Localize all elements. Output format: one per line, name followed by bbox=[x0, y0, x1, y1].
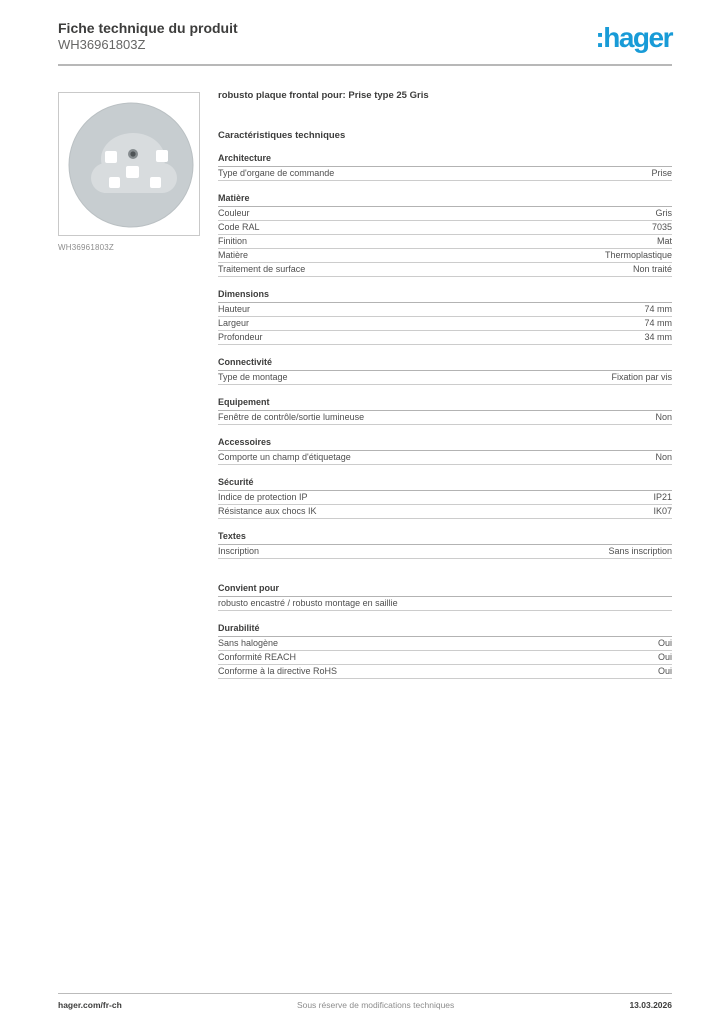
spec-row bbox=[218, 491, 672, 505]
spec-row bbox=[218, 451, 672, 465]
spec-value: IP21 bbox=[653, 492, 672, 502]
product-description: robusto plaque frontal pour: Prise type 25 Gris bbox=[218, 90, 429, 101]
spec-label: Sans halogène bbox=[218, 638, 279, 648]
spec-label: Hauteur bbox=[218, 304, 251, 314]
page-title: Fiche technique du produit bbox=[58, 20, 238, 36]
spec-label: Conformité REACH bbox=[218, 652, 297, 662]
spec-row bbox=[218, 317, 672, 331]
spec-label: Traitement de surface bbox=[218, 264, 306, 274]
spec-value: Thermoplastique bbox=[604, 250, 672, 260]
spec-value: Non bbox=[655, 412, 672, 422]
spec-row bbox=[218, 303, 672, 317]
spec-value: Oui bbox=[657, 638, 672, 648]
spec-section bbox=[218, 289, 672, 345]
spec-section bbox=[218, 583, 672, 611]
spec-label: Type de montage bbox=[218, 372, 288, 382]
extra-spec-sections bbox=[218, 583, 672, 679]
spec-row bbox=[218, 545, 672, 559]
spec-value: 74 mm bbox=[644, 304, 672, 314]
spec-label: Code RAL bbox=[218, 222, 260, 232]
section-title: Sécurité bbox=[218, 477, 672, 491]
spec-label: Fenêtre de contrôle/sortie lumineuse bbox=[218, 412, 365, 422]
spec-row bbox=[218, 637, 672, 651]
spec-value: Oui bbox=[657, 652, 672, 662]
product-code: WH36961803Z bbox=[58, 37, 146, 52]
section-title: Accessoires bbox=[218, 437, 672, 451]
specs-column bbox=[218, 88, 672, 679]
page-footer bbox=[58, 993, 672, 1010]
spec-value: Mat bbox=[656, 236, 672, 246]
spec-row bbox=[218, 371, 672, 385]
spec-section bbox=[218, 623, 672, 679]
spec-value: 34 mm bbox=[644, 332, 672, 342]
section-title: Matière bbox=[218, 193, 672, 207]
spec-label: Matière bbox=[218, 250, 249, 260]
spec-label: Type d'organe de commande bbox=[218, 168, 335, 178]
spec-label: Largeur bbox=[218, 318, 250, 328]
spec-section bbox=[218, 437, 672, 465]
spec-row bbox=[218, 221, 672, 235]
spec-label: Résistance aux chocs IK bbox=[218, 506, 317, 516]
page-header bbox=[58, 0, 672, 66]
spec-label: Indice de protection IP bbox=[218, 492, 308, 502]
footer-website: hager.com/fr-ch bbox=[58, 1000, 122, 1010]
section-title: Architecture bbox=[218, 153, 672, 167]
section-title: Dimensions bbox=[218, 289, 672, 303]
spec-row bbox=[218, 249, 672, 263]
spec-row bbox=[218, 411, 672, 425]
spec-label: Profondeur bbox=[218, 332, 263, 342]
spec-label: Comporte un champ d'étiquetage bbox=[218, 452, 351, 462]
spec-section bbox=[218, 477, 672, 519]
spec-label: Finition bbox=[218, 236, 248, 246]
spec-value: Non traité bbox=[632, 264, 672, 274]
section-title: Durabilité bbox=[218, 623, 672, 637]
spec-row bbox=[218, 651, 672, 665]
spec-value: Sans inscription bbox=[608, 546, 672, 556]
section-title: Convient pour bbox=[218, 583, 672, 597]
spec-value: Oui bbox=[657, 666, 672, 676]
spec-row bbox=[218, 665, 672, 679]
specs-title: Caractéristiques techniques bbox=[218, 130, 346, 141]
spec-section bbox=[218, 153, 672, 181]
spec-value: Prise bbox=[651, 168, 672, 178]
screw-center bbox=[130, 151, 135, 156]
spec-value: Fixation par vis bbox=[611, 372, 672, 382]
spec-row bbox=[218, 331, 672, 345]
spec-row bbox=[218, 263, 672, 277]
spec-value: 74 mm bbox=[644, 318, 672, 328]
footer-date: 13.03.2026 bbox=[629, 1000, 672, 1010]
spec-section bbox=[218, 397, 672, 425]
spec-value: Non bbox=[655, 452, 672, 462]
footer-disclaimer: Sous réserve de modifications techniques bbox=[296, 1000, 455, 1010]
product-image-box bbox=[58, 92, 200, 236]
spec-section bbox=[218, 531, 672, 559]
spec-label: Inscription bbox=[218, 546, 260, 556]
spec-value: IK07 bbox=[653, 506, 672, 516]
spec-section bbox=[218, 357, 672, 385]
section-title: Connectivité bbox=[218, 357, 672, 371]
spec-label: robusto encastré / robusto montage en saillie bbox=[218, 598, 398, 608]
spec-label: Conforme à la directive RoHS bbox=[218, 666, 338, 676]
section-title: Equipement bbox=[218, 397, 672, 411]
spec-row bbox=[218, 207, 672, 221]
spec-row bbox=[218, 167, 672, 181]
product-image-caption: WH36961803Z bbox=[58, 243, 115, 252]
spec-row bbox=[218, 505, 672, 519]
section-title: Textes bbox=[218, 531, 672, 545]
spec-sections bbox=[218, 153, 672, 559]
hager-logo: :hager bbox=[595, 22, 672, 53]
spec-value: 7035 bbox=[651, 222, 672, 232]
product-photo bbox=[59, 93, 199, 235]
spec-row bbox=[218, 597, 672, 611]
spec-section bbox=[218, 193, 672, 277]
spec-label: Couleur bbox=[218, 208, 250, 218]
spec-row bbox=[218, 235, 672, 249]
spec-value: Gris bbox=[655, 208, 672, 218]
